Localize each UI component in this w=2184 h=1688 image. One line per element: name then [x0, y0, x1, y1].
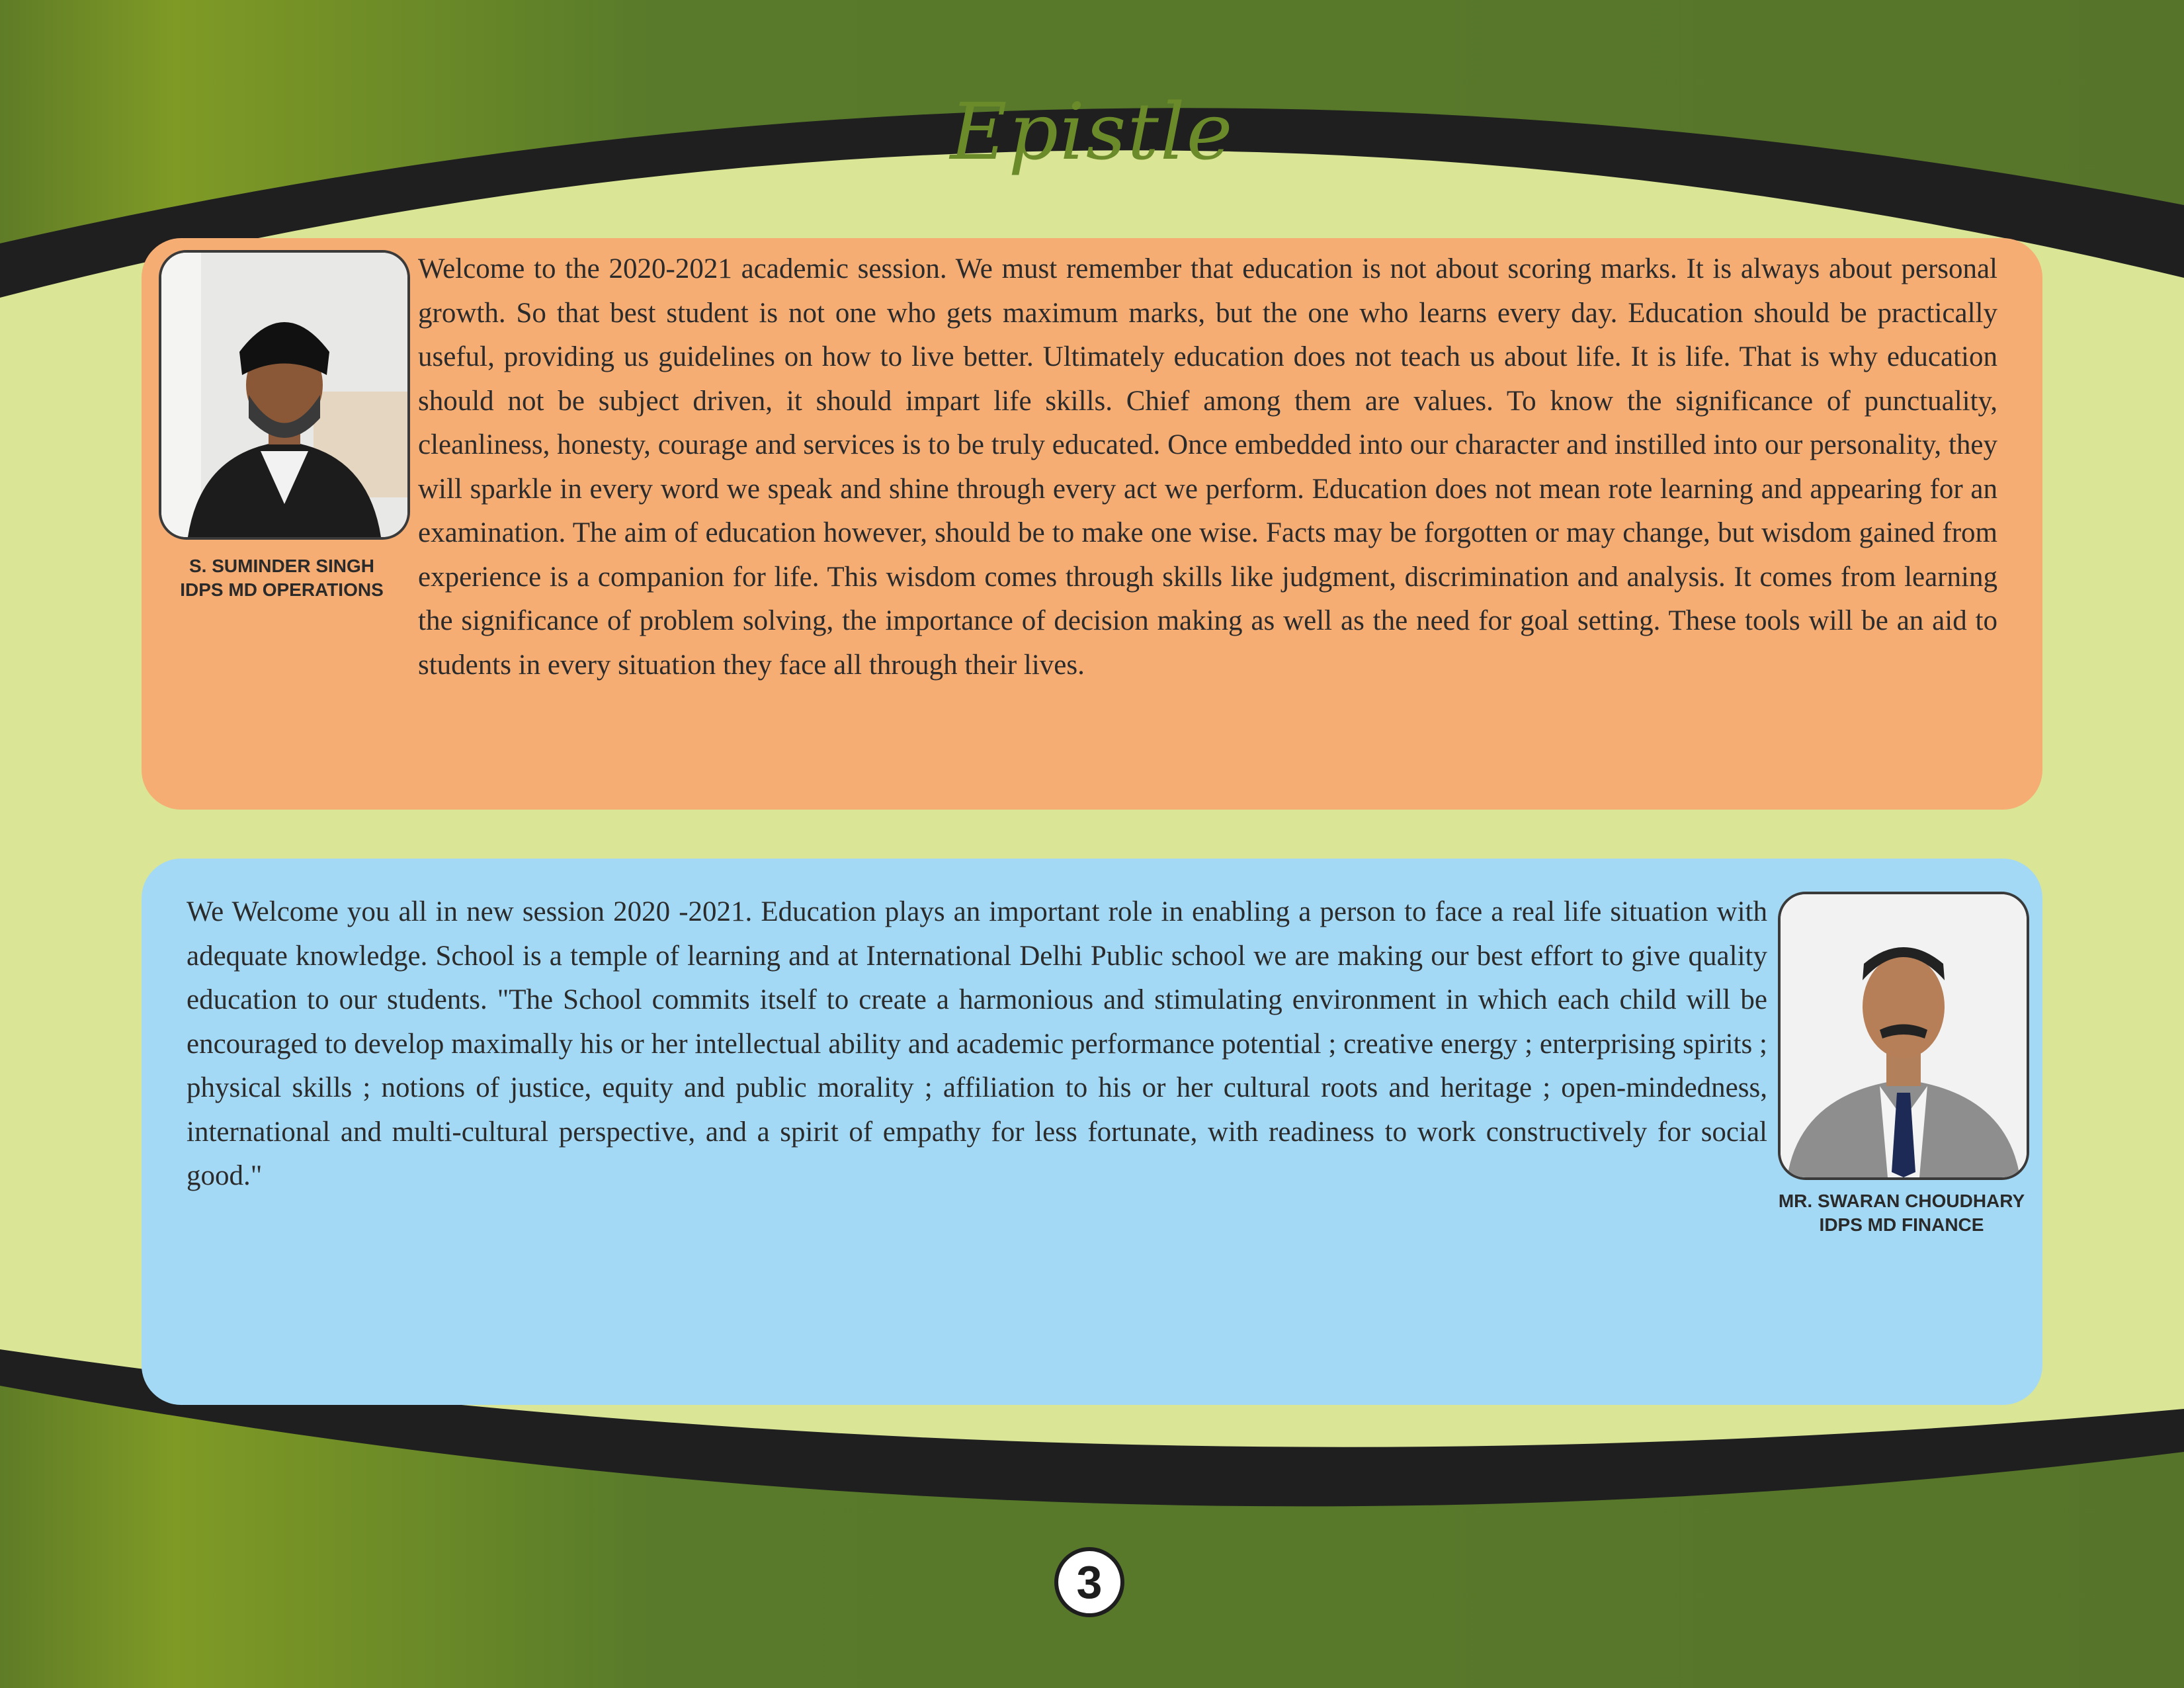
page-number-badge: 3: [1054, 1547, 1124, 1617]
portrait-suminder-singh: [159, 250, 410, 540]
caption-name: MR. SWARAN CHOUDHARY: [1778, 1191, 2025, 1211]
caption-designation: IDPS MD FINANCE: [1819, 1214, 1984, 1235]
caption-operations: [159, 554, 405, 602]
message-text-finance: We Welcome you all in new session 2020 -2021. Education plays an important role in enabling a person to face a real life situation with adequate knowledge. School is a temple of learning and at International Delhi Public school we are making our best effort to give quality education to our students. "The School commits itself to create a harmonious and stimulating environment in which each child will be encouraged to develop maximally his or her intellectual ability and academic performance potential ; creative energy ; enterprising spirits ; physical skills ; notions of justice, equity and public morality ; affiliation to his or her cultural roots and heritage ; open-mindedness, international and multi-cultural perspective, and a spirit of empathy for less fortunate, with readiness to work constructively for social good.": [187, 896, 1767, 1191]
page-title: Epistle: [950, 86, 1234, 177]
message-text-operations: Welcome to the 2020-2021 academic session. We must remember that education is not about scoring marks. It is always about personal growth. So that best student is not one who gets maximum marks, but the one who learns every day. Education should be practically useful, providing us guidelines on how to live better. Ultimately education does not teach us about life. It is life. That is why education should not be subject driven, it should impart life skills. Chief among them are values. To know the significance of punctuality, cleanliness, honesty, courage and services is to be truly educated. Once embedded into our character and instilled into our personality, they will sparkle in every word we speak and shine through every act we perform. Education does not mean rote learning and appearing for an examination. The aim of education however, should be to make one wise. Facts may be forgotten or may change, but wisdom gained from experience is a companion for life. This wisdom comes through skills like judgment, discrimination and analysis. It comes from learning the significance of problem solving, the importance of decision making as well as the need for goal setting. These tools will be an aid to students in every situation they face all through their lives.: [418, 253, 1997, 681]
caption-finance: [1740, 1189, 2064, 1237]
caption-designation: IDPS MD OPERATIONS: [180, 579, 384, 600]
portrait-swaran-choudhary: [1778, 892, 2029, 1180]
caption-name: S. SUMINDER SINGH: [189, 556, 375, 576]
